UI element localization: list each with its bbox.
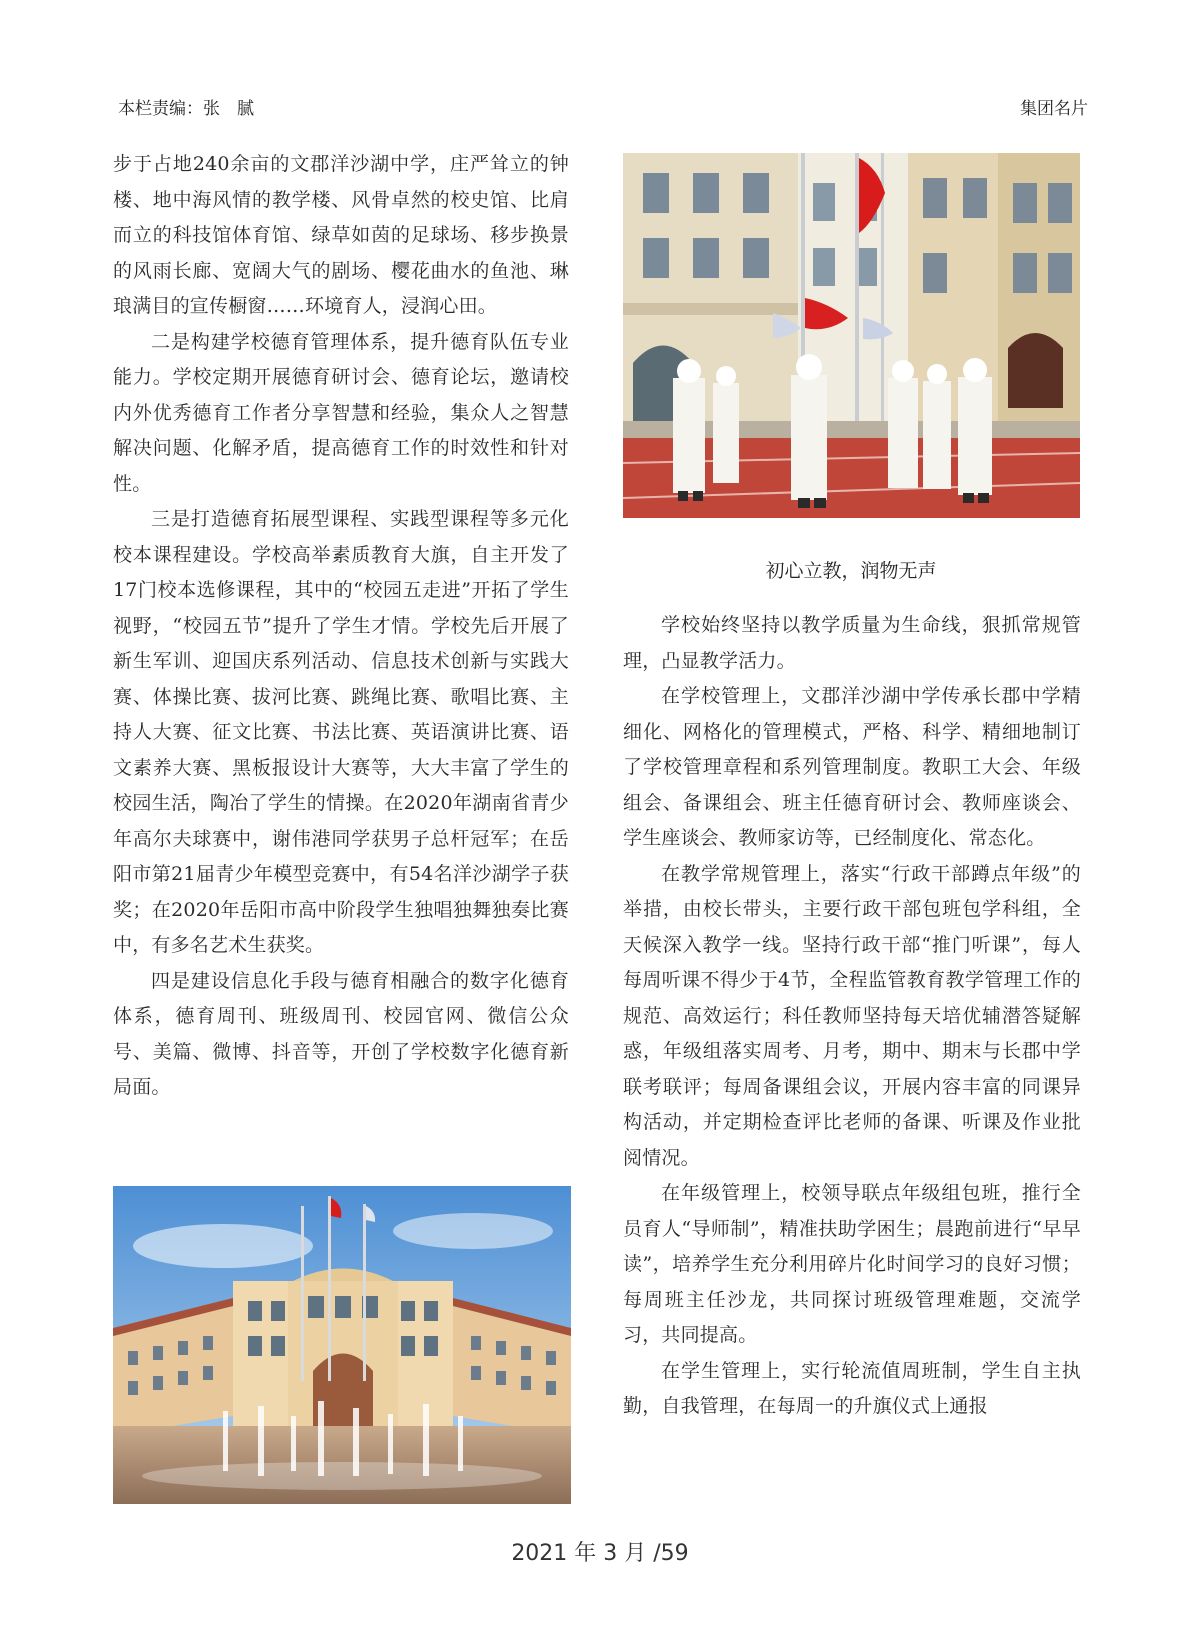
paragraph: 在学校管理上，文郡洋沙湖中学传承长郡中学精细化、网格化的管理模式，严格、科学、精细地制订了学校管理章程和系列管理制度。教职工大会、年级组会、备课组会、班主任德育研讨会、教师座谈会、学生座谈会、教师家访等，已经制度化、常态化。 bbox=[623, 685, 1081, 849]
paragraph: 在年级管理上，校领导联点年级组包班，推行全员育人“导师制”，精准扶助学困生；晨跑前进行“早早读”，培养学生充分利用碎片化时间学习的良好习惯；每周班主任沙龙，共同探讨班级管理难题，交流学习，共同提高。 bbox=[623, 1182, 1081, 1346]
paragraph: 在学生管理上，实行轮流值周班制，学生自主执勤，自我管理，在每周一的升旗仪式上通报 bbox=[623, 1359, 1081, 1417]
right-text-column bbox=[623, 608, 1081, 1425]
section-title: 集团名片 bbox=[1020, 99, 1088, 119]
page-footer: 2021 年 3 月 /59 bbox=[511, 1541, 689, 1566]
paragraph: 在教学常规管理上，落实“行政干部蹲点年级”的举措，由校长带头，主要行政干部包班包学科组，全天候深入教学一线。坚持行政干部“推门听课”，每人每周听课不得少于4节，全程监管教育教学管理工作的规范、高效运行；科任教师坚持每天培优辅潜答疑解惑，年级组落实周考、月考，期中、期末与长郡中学联考联评；每周备课组会议，开展内容丰富的同课异构活动，并定期检查评比老师的备课、听课及作业批阅情况。 bbox=[623, 862, 1081, 1169]
paragraph: 步于占地240余亩的文郡洋沙湖中学，庄严耸立的钟楼、地中海风情的教学楼、风骨卓然的校史馆、比肩而立的科技馆体育馆、绿草如茵的足球场、移步换景的风雨长廊、宽阔大气的剧场、樱花曲水的鱼池、琳琅满目的宣传橱窗……环境育人，浸润心田。 bbox=[113, 153, 569, 317]
paragraph: 学校始终坚持以教学质量为生命线，狠抓常规管理，凸显教学活力。 bbox=[623, 614, 1081, 672]
flag-raising-photo bbox=[623, 153, 1080, 518]
left-text-column bbox=[113, 147, 569, 1106]
paragraph: 二是构建学校德育管理体系，提升德育队伍专业能力。学校定期开展德育研讨会、德育论坛，邀请校内外优秀德育工作者分享智慧和经验，集众人之智慧解决问题、化解矛盾，提高德育工作的时效性和针对性。 bbox=[113, 330, 569, 495]
editor-credit: 本栏责编：张 腻 bbox=[118, 99, 254, 119]
paragraph: 四是建设信息化手段与德育相融合的数字化德育体系，德育周刊、班级周刊、校园官网、微信公众号、美篇、微博、抖音等，开创了学校数字化德育新局面。 bbox=[113, 969, 569, 1098]
paragraph: 三是打造德育拓展型课程、实践型课程等多元化校本课程建设。学校高举素质教育大旗，自主开发了17门校本选修课程，其中的“校园五走进”开拓了学生视野，“校园五节”提升了学生才情。学校先后开展了新生军训、迎国庆系列活动、信息技术创新与实践大赛、体操比赛、拔河比赛、跳绳比赛、歌唱比赛、主持人大赛、征文比赛、书法比赛、英语演讲比赛、语文素养大赛、黑板报设计大赛等，大大丰富了学生的校园生活，陶冶了学生的情操。在2020年湖南省青少年高尔夫球赛中，谢伟港同学获男子总杆冠军；在岳阳市第21届青少年模型竞赛中，有54名洋沙湖学子获奖；在2020年岳阳市高中阶段学生独唱独舞独奏比赛中，有多名艺术生获奖。 bbox=[113, 508, 569, 956]
photo-caption: 初心立教，润物无声 bbox=[765, 560, 937, 582]
campus-fountain-photo bbox=[113, 1186, 571, 1504]
